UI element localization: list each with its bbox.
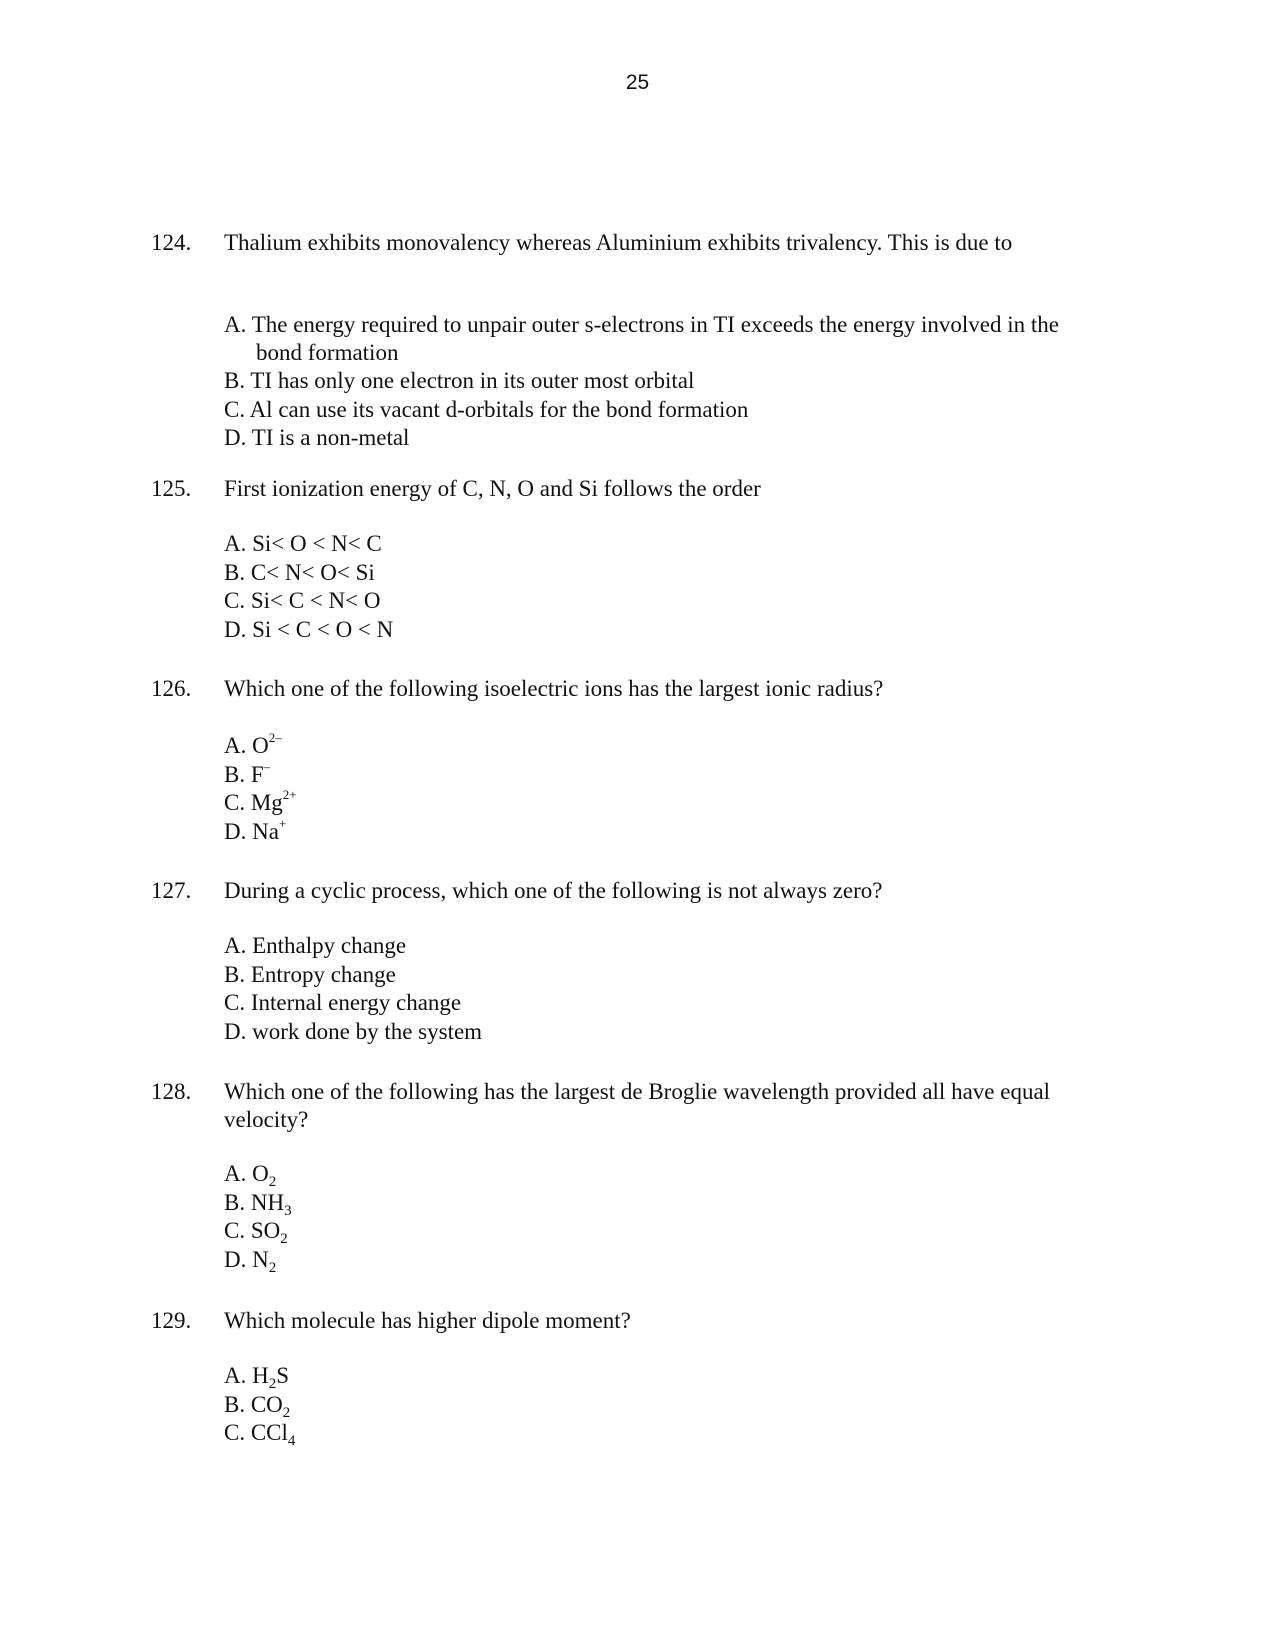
option-a: A. Si< O < N< C [224,531,382,556]
option-list [224,1160,1124,1274]
option-label: B. [224,761,251,787]
option-b: B. TI has only one electron in its outer most orbital [224,368,695,393]
subscript: 2 [268,1376,277,1392]
question-number: 124. [151,230,192,255]
ion-charge: 2+ [282,787,297,802]
option-b [224,758,1124,790]
formula: O [252,1161,269,1186]
subscript: 4 [287,1433,296,1449]
subscript: 3 [284,1202,292,1219]
option-label: B. [224,1391,251,1417]
option-c [224,789,1124,818]
option-c: C. Internal energy change [224,990,462,1015]
option-a [224,732,1124,761]
option-c: C. Al can use its vacant d-orbitals for the bond formation [224,396,749,422]
formula: SO [250,1218,281,1243]
ion-charge: – [263,758,271,774]
option-label: C. [224,1218,251,1243]
question-text: Which one of the following has the largest de Broglie wavelength provided all have equal velocity? [224,1079,1051,1132]
ion-symbol: Na [252,818,279,844]
formula: CCl [250,1420,288,1445]
formula-tail: S [276,1363,290,1388]
option-list [224,530,1124,644]
ion-symbol: Mg [250,790,283,815]
option-c: C. Si< C < N< O [224,588,381,613]
ion-charge: + [278,815,287,831]
option-a: A. Enthalpy change [224,933,407,958]
question-number: 129. [151,1308,192,1333]
option-a [224,1160,1124,1189]
subscript: 2 [268,1259,277,1276]
question-text: Which molecule has higher dipole moment? [224,1308,631,1333]
option-b: B. C< N< O< Si [224,559,375,585]
option-a: A. The energy required to unpair outer s-electrons in TI exceeds the energy involved in the bond formation [224,312,1059,365]
option-d [224,815,1124,847]
option-d: D. Si < C < O < N [224,616,394,642]
page-number: 25 [625,71,650,94]
question-text: Which one of the following isoelectric ions has the largest ionic radius? [224,676,884,701]
option-list [224,932,1124,1046]
option-label: A. [224,1363,253,1388]
option-d: D. TI is a non-metal [224,425,410,450]
option-b [224,1189,1124,1218]
option-label: C. [224,1420,251,1445]
subscript: 2 [282,1404,291,1421]
option-label: C. [224,790,251,815]
option-b [224,1391,1124,1420]
option-d [224,1246,1124,1275]
option-a [224,1362,1124,1391]
question-number: 126. [151,676,192,701]
formula: CO [250,1391,283,1417]
option-c [224,1419,1124,1448]
question-text: Thalium exhibits monovalency whereas Aluminium exhibits trivalency. This is due to [224,230,1013,255]
ion-charge: 2– [268,730,282,745]
subscript: 2 [280,1231,288,1247]
option-list [224,732,1124,846]
subscript: 2 [268,1174,277,1190]
question-number: 128. [151,1079,192,1104]
option-b: B. Entropy change [224,961,396,987]
question-number: 127. [151,878,192,903]
formula: H [252,1363,269,1388]
question-number: 125. [151,476,192,501]
question-text: During a cyclic process, which one of the following is not always zero? [224,878,883,903]
ion-symbol: O [252,733,269,758]
formula: N [252,1246,269,1272]
question-text: First ionization energy of C, N, O and Si follows the order [224,476,761,501]
option-list [224,1362,1124,1448]
option-label: A. [224,733,253,758]
option-label: A. [224,1161,253,1186]
formula: NH [250,1189,285,1215]
option-c [224,1217,1124,1246]
option-list [224,311,1124,453]
ion-symbol: F [250,761,264,787]
option-d: D. work done by the system [224,1018,483,1044]
option-label: D. [224,818,253,844]
option-label: D. [224,1246,253,1272]
option-label: B. [224,1189,251,1215]
